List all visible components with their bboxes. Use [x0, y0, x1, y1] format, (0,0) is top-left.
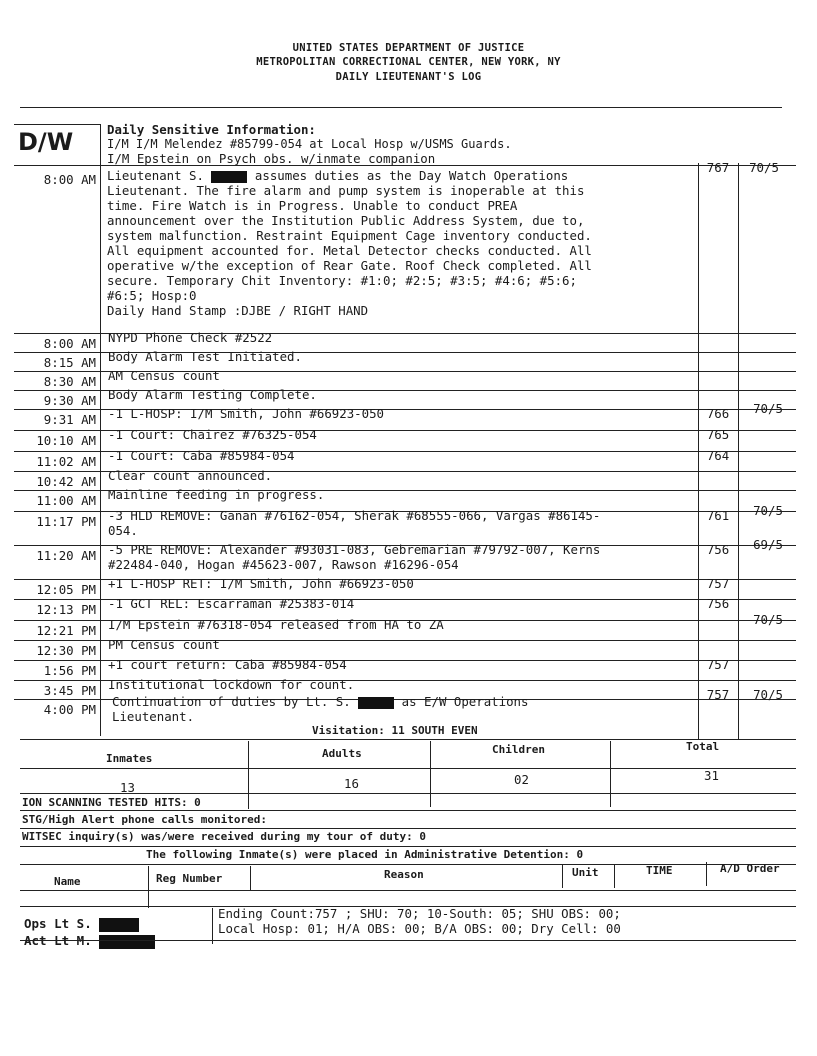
opening-count: 767: [706, 160, 730, 175]
entry-count: 757: [706, 657, 730, 672]
entry-time: 12:21 PM: [36, 623, 96, 638]
entry-text: NYPD Phone Check #2522: [108, 330, 273, 345]
entry-count: 766: [706, 406, 730, 421]
entry-sub-count: 70/5: [753, 401, 783, 416]
entry-time: 11:00 AM: [36, 493, 96, 508]
opening-line-1-text: assumes duties as the Day Watch Operations: [254, 168, 569, 183]
opening-line-7: operative w/the exception of Rear Gate. Roof Check completed. All: [107, 258, 592, 273]
entry-text-continued: 054.: [108, 523, 138, 538]
visitation-header-children: Children: [492, 743, 545, 756]
entry-time: 10:42 AM: [36, 474, 96, 489]
visitation-total-value: 31: [704, 768, 719, 783]
entry-count: 757: [706, 576, 730, 591]
acting-lieutenant-label: Act Lt M.: [24, 933, 92, 948]
admin-divider-5: [706, 862, 707, 886]
visitation-inmates-value: 13: [120, 780, 135, 795]
entry-text: -1 Court: Caba #85984-054: [108, 448, 295, 463]
opening-sub-count: 70/5: [749, 160, 779, 175]
visitation-children-value: 02: [514, 772, 529, 787]
entry-text: -1 L-HOSP: I/M Smith, John #66923-050: [108, 406, 385, 421]
opening-line-1: [107, 168, 568, 183]
ending-count-line-2: Local Hosp: 01; H/A OBS: 00; B/A OBS: 00; Dry Cell: 00: [218, 921, 621, 936]
visitation-mid-rule: [20, 768, 796, 769]
entry-sub-count: 70/5: [753, 612, 783, 627]
visitation-divider-2: [430, 741, 431, 807]
visitation-divider-3: [610, 741, 611, 807]
admin-detention-title: The following Inmate(s) were placed in Administrative Detention: 0: [146, 848, 584, 861]
admin-top-rule: [20, 864, 796, 865]
closing-line-1: [112, 694, 528, 709]
admin-divider-1: [148, 866, 149, 908]
header-institution: METROPOLITAN CORRECTIONAL CENTER, NEW YORK, NY: [256, 56, 561, 68]
opening-line-10: Daily Hand Stamp :DJBE / RIGHT HAND: [107, 303, 369, 318]
entry-text: Clear count announced.: [108, 468, 273, 483]
opening-top-rule: [14, 165, 796, 166]
entry-text: Institutional lockdown for count.: [108, 677, 355, 692]
shift-top-rule: [14, 124, 100, 125]
ion-rule: [20, 810, 796, 811]
entry-time: 8:15 AM: [43, 355, 96, 370]
opening-time: 8:00 AM: [43, 172, 96, 187]
entry-sub-count: 69/5: [753, 537, 783, 552]
entry-count: 764: [706, 448, 730, 463]
admin-divider-4: [614, 864, 615, 888]
top-rule: [20, 107, 782, 108]
entry-count: 761: [706, 508, 730, 523]
admin-header-unit: Unit: [572, 866, 599, 879]
entry-time: 11:17 PM: [36, 514, 96, 529]
closing-sub-count: 70/5: [753, 687, 783, 702]
entry-sub-count: 70/5: [753, 503, 783, 518]
sensitive-line-2: I/M Epstein on Psych obs. w/inmate companion: [107, 151, 436, 166]
ending-count-line-1: Ending Count:757 ; SHU: 70; 10-South: 05; SHU OBS: 00;: [218, 906, 621, 921]
admin-divider-3: [562, 864, 563, 888]
entry-time: 11:02 AM: [36, 454, 96, 469]
opening-line-9: #6:5; Hosp:0: [107, 288, 197, 303]
witsec-rule: [20, 846, 796, 847]
visitation-header-inmates: Inmates: [106, 752, 153, 765]
visitation-header-total: Total: [686, 740, 720, 753]
redacted-name: [211, 171, 247, 183]
entry-time: 9:30 AM: [43, 393, 96, 408]
entry-count: 756: [706, 596, 730, 611]
entry-text-continued: #22484-040, Hogan #45623-007, Rawson #16296-054: [108, 557, 459, 572]
entry-time: 10:10 AM: [36, 433, 96, 448]
opening-line-2: Lieutenant. The fire alarm and pump system is inoperable at this: [107, 183, 585, 198]
admin-header-order: A/D Order: [720, 862, 780, 875]
entry-time: 3:45 PM: [43, 683, 96, 698]
entry-text: AM Census count: [108, 368, 220, 383]
closing-line-2: Lieutenant.: [112, 709, 195, 724]
closing-text: Continuation of duties by Lt. S.: [112, 694, 351, 709]
entry-time: 12:30 PM: [36, 643, 96, 658]
visitation-divider-1: [248, 741, 249, 809]
entry-text: -3 HLD REMOVE: Ganan #76162-054, Sherak #68555-066, Vargas #86145-: [108, 508, 601, 523]
opening-line-4: announcement over the Institution Public Address System, due to,: [107, 213, 585, 228]
entry-text: I/M Epstein #76318-054 released from HA to ZA: [108, 617, 444, 632]
opening-officer: Lieutenant S.: [107, 168, 204, 183]
stg-rule: [20, 828, 796, 829]
header-log-name: DAILY LIEUTENANT'S LOG: [335, 71, 482, 83]
entry-time: 8:00 AM: [43, 336, 96, 351]
entry-text: PM Census count: [108, 637, 220, 652]
entry-time: 11:20 AM: [36, 548, 96, 563]
entry-time: 12:13 PM: [36, 602, 96, 617]
redacted-name: [99, 918, 139, 932]
entry-text: +1 court return: Caba #85984-054: [108, 657, 347, 672]
opening-line-8: secure. Temporary Chit Inventory: #1:0; #2:5; #3:5; #4:6; #5:6;: [107, 273, 577, 288]
visitation-header-adults: Adults: [322, 747, 362, 760]
visitation-top-rule: [20, 739, 796, 740]
visitation-bottom-rule: [20, 793, 796, 794]
admin-header-time: TIME: [646, 864, 673, 877]
admin-header-name: Name: [54, 875, 81, 888]
entry-count: 756: [706, 542, 730, 557]
entry-text: Mainline feeding in progress.: [108, 487, 325, 502]
entry-time: 8:30 AM: [43, 374, 96, 389]
witsec-inquiry: WITSEC inquiry(s) was/were received during my tour of duty: 0: [22, 830, 426, 843]
entry-time: 9:31 AM: [43, 412, 96, 427]
stg-calls: STG/High Alert phone calls monitored:: [22, 813, 268, 826]
opening-line-3: time. Fire Watch is in Progress. Unable to conduct PREA: [107, 198, 518, 213]
entry-count: 765: [706, 427, 730, 442]
footer-divider: [212, 908, 213, 944]
entry-text: +1 L-HOSP RET: I/M Smith, John #66923-050: [108, 576, 414, 591]
opening-line-6: All equipment accounted for. Metal Detector checks conducted. All: [107, 243, 592, 258]
visitation-title: Visitation: 11 SOUTH EVEN: [312, 724, 478, 737]
ion-scanning: ION SCANNING TESTED HITS: 0: [22, 796, 201, 809]
footer-rule: [20, 940, 796, 941]
closing-text-2: as E/W Operations: [401, 694, 529, 709]
closing-count: 757: [706, 687, 730, 702]
ops-lieutenant: [24, 916, 139, 932]
ops-lieutenant-label: Ops Lt S.: [24, 916, 92, 931]
header-title: UNITED STATES DEPARTMENT OF JUSTICE: [292, 42, 525, 54]
sensitive-line-1: I/M I/M Melendez #85799-054 at Local Hosp w/USMS Guards.: [107, 137, 512, 151]
opening-line-5: system malfunction. Restraint Equipment Cage inventory conducted.: [107, 228, 592, 243]
sensitive-title: Daily Sensitive Information:: [107, 122, 316, 137]
admin-divider-2: [250, 866, 251, 890]
admin-header-reg: Reg Number: [156, 872, 223, 885]
entry-time: 1:56 PM: [43, 663, 96, 678]
admin-mid-rule: [20, 890, 796, 891]
redacted-name: [358, 697, 394, 709]
redacted-name: [99, 935, 155, 949]
shift-label: D/W: [18, 128, 74, 156]
entry-text: -5 PRE REMOVE: Alexander #93031-083, Gebremarian #79792-007, Kerns: [108, 542, 601, 557]
admin-header-reason: Reason: [384, 868, 424, 881]
entry-time: 12:05 PM: [36, 582, 96, 597]
visitation-adults-value: 16: [344, 776, 359, 791]
closing-time: 4:00 PM: [43, 702, 96, 717]
entry-text: Body Alarm Test Initiated.: [108, 349, 302, 364]
entry-text: -1 Court: Chairez #76325-054: [108, 427, 317, 442]
entry-text: Body Alarm Testing Complete.: [108, 387, 317, 402]
entry-text: -1 GCT REL: Escarraman #25383-014: [108, 596, 355, 611]
